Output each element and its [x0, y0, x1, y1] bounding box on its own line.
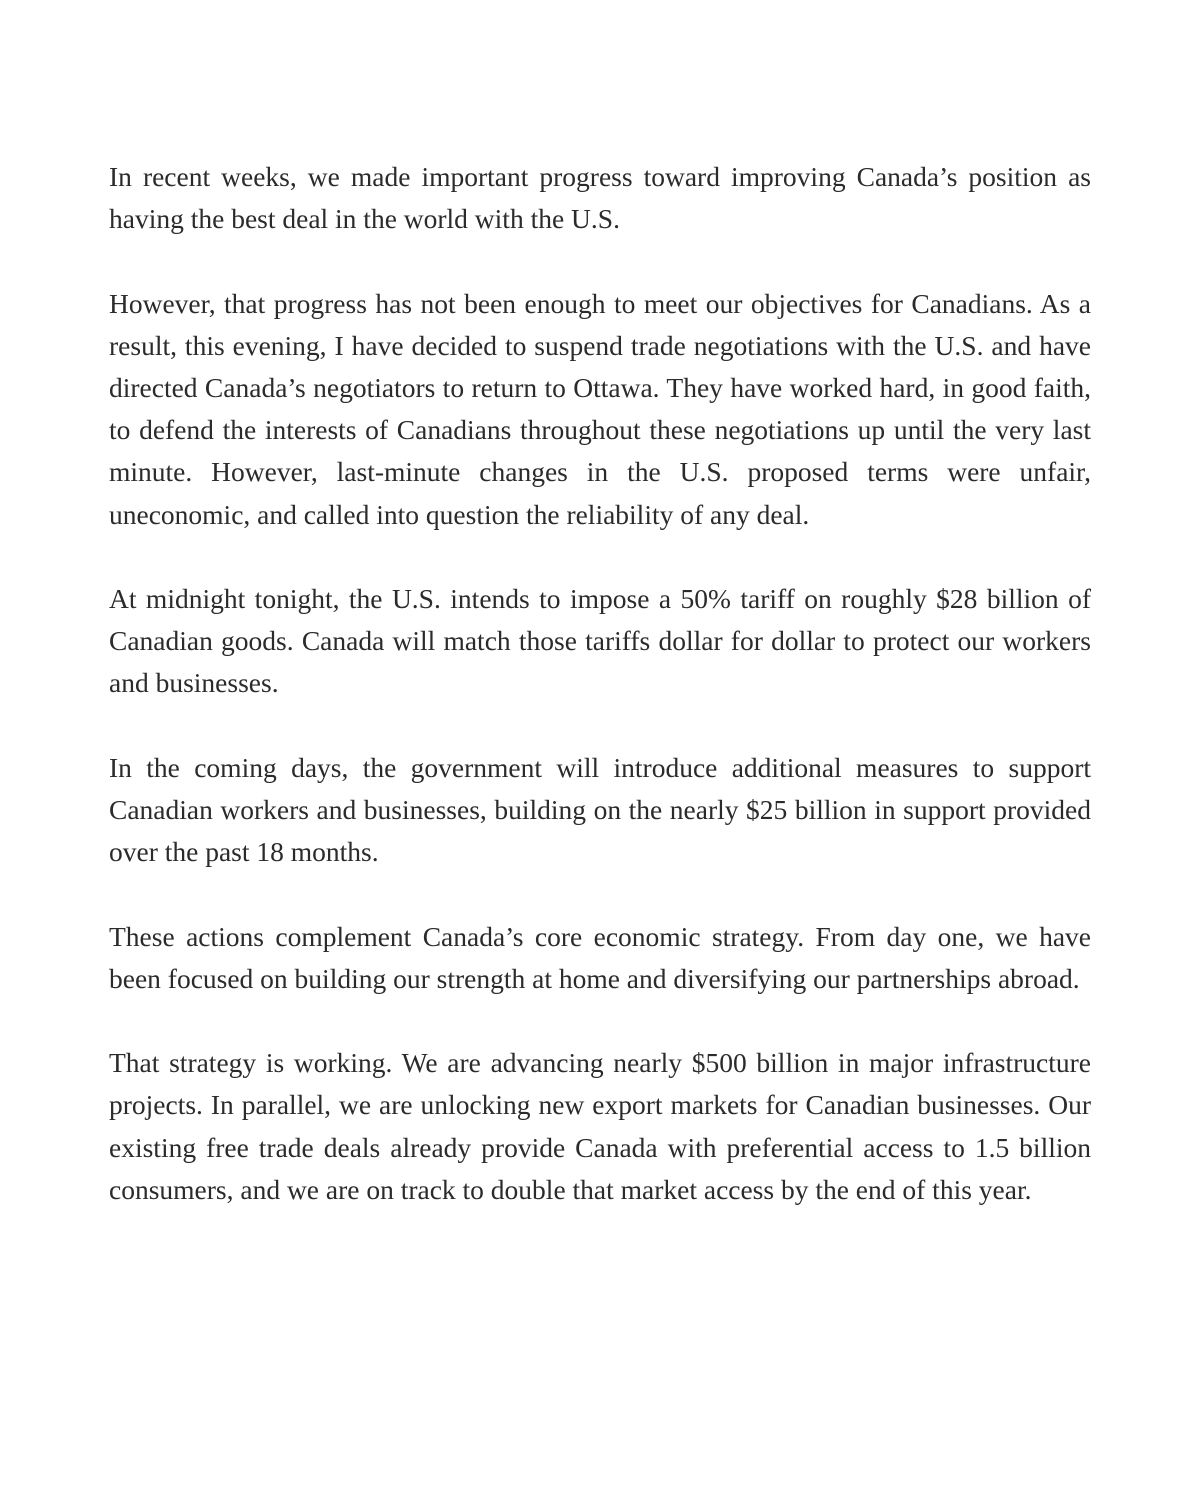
paragraph-strategy-working: That strategy is working. We are advancing nearly $500 billion in major infrastructure projects. In parallel, we are unlocking new export markets for Canadian businesses. Our existing free trade deals already provide Canada with preferential access to 1.5 billion consumers, and we are on track to double that market access by the end of this year.	[109, 1047, 1091, 1205]
paragraph-tariff-response: At midnight tonight, the U.S. intends to impose a 50% tariff on roughly $28 billion of Canadian goods. Canada will match those tariffs dollar for dollar to protect our workers and businesses.	[109, 583, 1091, 699]
paragraph-support-measures: In the coming days, the government will introduce additional measures to support Canadian workers and businesses, building on the nearly $25 billion in support provided over the past 18 months.	[109, 751, 1091, 868]
statement-body	[109, 156, 1091, 1211]
paragraph-suspend-negotiations: However, that progress has not been enough to meet our objectives for Canadians. As a result, this evening, I have decided to suspend trade negotiations with the U.S. and have directed Canada’s negotiators to return to Ottawa. They have worked hard, in good faith, to defend the interests of Canadians throughout these negotiations up until the very last minute. However, last-minute changes in the U.S. proposed terms were unfair, uneconomic, and called into question the reliability of any deal.	[109, 287, 1091, 530]
paragraph-core-strategy: These actions complement Canada’s core economic strategy. From day one, we have been focused on building our strength at home and diversifying our partnerships abroad.	[109, 920, 1091, 994]
paragraph-recent-progress: In recent weeks, we made important progress toward improving Canada’s position as having the best deal in the world with the U.S.	[109, 161, 1091, 235]
